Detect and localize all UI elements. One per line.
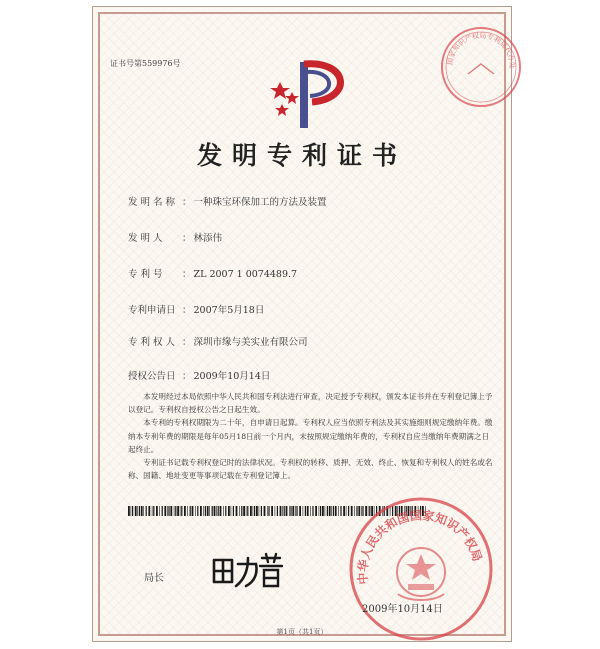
body-paragraph: 本发明经过本局依照中华人民共和国专利法进行审查，决定授予专利权，颁发本证书并在专利登记簿上予以登记。专利权自授权公告之日起生效。 <box>128 392 493 415</box>
barcode-bar <box>286 506 288 516</box>
barcode-bar <box>275 506 276 516</box>
barcode-bar <box>292 506 294 516</box>
barcode-bar <box>312 506 313 516</box>
barcode-bar <box>162 506 163 516</box>
barcode-bar <box>241 506 242 516</box>
barcode-bar <box>295 506 296 516</box>
barcode-bar <box>315 506 317 516</box>
barcode-bar <box>220 506 222 516</box>
barcode-bar <box>192 506 194 516</box>
body-paragraph: 专利证书记载专利权登记时的法律状况。专利权的转移、质押、无效、终止、恢复和专利权人的姓名或名称、国籍、地址变更等事项记载在专利登记簿上。 <box>128 458 493 481</box>
barcode-bar <box>280 506 282 516</box>
barcode-bar <box>335 506 337 516</box>
barcode-bar <box>267 506 268 516</box>
field-label: 发 明 人 <box>128 233 163 244</box>
barcode-bar <box>268 506 269 516</box>
page-number: 第1页（共1页） <box>276 628 328 636</box>
barcode-bar <box>156 506 158 516</box>
small-seal-stamp <box>438 24 524 110</box>
barcode-bar <box>205 506 206 516</box>
svg-text:国家知识产权局专利局代办处: 国家知识产权局专利局代办处 <box>445 31 517 69</box>
barcode-bar <box>228 506 230 516</box>
barcode-bar <box>175 506 176 516</box>
barcode-bar <box>327 506 328 516</box>
field-application-date: 专利申请日 ： 2007年5月18日 <box>128 302 264 316</box>
barcode-bar <box>141 506 143 516</box>
barcode-bar <box>137 506 138 516</box>
barcode-bar <box>247 506 248 516</box>
barcode-bar <box>320 506 321 516</box>
barcode-bar <box>143 506 144 516</box>
barcode-bar <box>231 506 232 516</box>
field-label: 专利申请日 <box>128 305 176 316</box>
barcode-bar <box>325 506 326 516</box>
issue-date: 2009年10月14日 <box>362 604 443 615</box>
patent-office-logo <box>270 52 360 130</box>
certificate-body <box>128 390 494 482</box>
barcode-bar <box>197 506 198 516</box>
field-value: 深圳市缘与美实业有限公司 <box>193 337 308 348</box>
barcode-bar <box>340 506 341 516</box>
barcode-bar <box>168 506 169 516</box>
barcode-bar <box>296 506 297 516</box>
barcode-bar <box>159 506 160 516</box>
barcode-bar <box>167 506 168 516</box>
barcode-bar <box>236 506 238 516</box>
barcode-bar <box>148 506 150 516</box>
barcode-bar <box>307 506 309 516</box>
director-signature <box>210 550 286 590</box>
barcode-bar <box>254 506 255 516</box>
field-label: 发 明 名 称 <box>128 197 176 208</box>
barcode-bar <box>289 506 290 516</box>
certificate-title: 发明专利证书 <box>196 141 407 170</box>
barcode-bar <box>253 506 254 516</box>
barcode-bar <box>181 506 182 516</box>
barcode-bar <box>259 506 260 516</box>
field-label: 专 利 号 <box>128 269 163 280</box>
barcode-bar <box>214 506 216 516</box>
barcode-bar <box>239 506 240 516</box>
barcode-bar <box>277 506 278 516</box>
field-value: 林添伟 <box>193 233 223 244</box>
barcode-bar <box>305 506 306 516</box>
barcode-bar <box>223 506 224 516</box>
barcode-bar <box>190 506 191 516</box>
svg-text:中华人民共和国国家知识产权局: 中华人民共和国国家知识产权局 <box>355 508 485 586</box>
certificate-number: 证书号第559976号 <box>110 59 181 68</box>
barcode-bar <box>216 506 217 516</box>
barcode-bar <box>303 506 304 516</box>
barcode-bar <box>135 506 137 516</box>
barcode-bar <box>209 506 210 516</box>
barcode-bar <box>310 506 311 516</box>
barcode-bar <box>153 506 154 516</box>
barcode-bar <box>284 506 285 516</box>
barcode-bar <box>343 506 345 516</box>
barcode-bar <box>271 506 273 516</box>
barcode-bar <box>338 506 339 516</box>
field-value: 2007年5月18日 <box>193 305 265 316</box>
barcode-bar <box>282 506 283 516</box>
barcode-bar <box>333 506 334 516</box>
barcode-bar <box>184 506 186 516</box>
barcode-bar <box>264 506 266 516</box>
barcode-bar <box>132 506 133 516</box>
barcode-bar <box>290 506 291 516</box>
field-patent-number: 专 利 号 ： ZL 2007 1 0074489.7 <box>128 266 297 280</box>
barcode-bar <box>164 506 166 516</box>
field-label: 授权公告日 <box>128 371 176 382</box>
barcode-bar <box>243 506 245 516</box>
barcode-bar <box>329 506 331 516</box>
barcode-bar <box>207 506 209 516</box>
barcode-bar <box>331 506 332 516</box>
field-grant-date: 授权公告日 ： 2009年10月14日 <box>128 368 270 382</box>
field-patentee: 专 利 权 人 ： 深圳市缘与美实业有限公司 <box>128 334 308 348</box>
barcode-bar <box>322 506 324 516</box>
barcode-bar <box>195 506 196 516</box>
field-value: 一种珠宝环保加工的方法及装置 <box>193 197 327 208</box>
barcode-bar <box>256 506 258 516</box>
barcode-bar <box>246 506 247 516</box>
barcode-bar <box>250 506 252 516</box>
barcode-bar <box>200 506 202 516</box>
field-value: 2009年10月14日 <box>193 371 271 382</box>
barcode-bar <box>177 506 179 516</box>
official-seal <box>346 494 496 644</box>
barcode-bar <box>180 506 181 516</box>
barcode-bar <box>218 506 219 516</box>
barcode-bar <box>319 506 320 516</box>
barcode-bar <box>225 506 226 516</box>
barcode-bar <box>152 506 153 516</box>
barcode-bar <box>212 506 213 516</box>
barcode-bar <box>299 506 301 516</box>
field-value: ZL 2007 1 0074489.7 <box>193 269 298 280</box>
field-inventor: 发 明 人 ： 林添伟 <box>128 230 222 244</box>
barcode-bar <box>139 506 140 516</box>
director-label: 局长 <box>144 573 164 584</box>
body-paragraph: 本专利的专利权期限为二十年，自申请日起算。专利权人应当依照专利法及其实施细则规定缴纳年费。缴纳本专利年费的期限是每年05月18日前一个月内，未按照规定缴纳年费的，专利权自应当缴纳年费期满之日起终止。 <box>128 418 493 454</box>
barcode-bar <box>170 506 172 516</box>
barcode-bar <box>146 506 147 516</box>
barcode-bar <box>261 506 262 516</box>
barcode-bar <box>131 506 132 516</box>
barcode-bar <box>203 506 204 516</box>
barcode-bar <box>128 506 130 516</box>
field-label: 专 利 权 人 <box>128 337 176 348</box>
patent-certificate <box>92 6 517 642</box>
barcode-bar <box>187 506 188 516</box>
barcode-bar <box>174 506 175 516</box>
field-invention-name: 发 明 名 称 ： 一种珠宝环保加工的方法及装置 <box>128 194 327 208</box>
certificate-frame <box>98 12 517 636</box>
barcode-bar <box>233 506 234 516</box>
